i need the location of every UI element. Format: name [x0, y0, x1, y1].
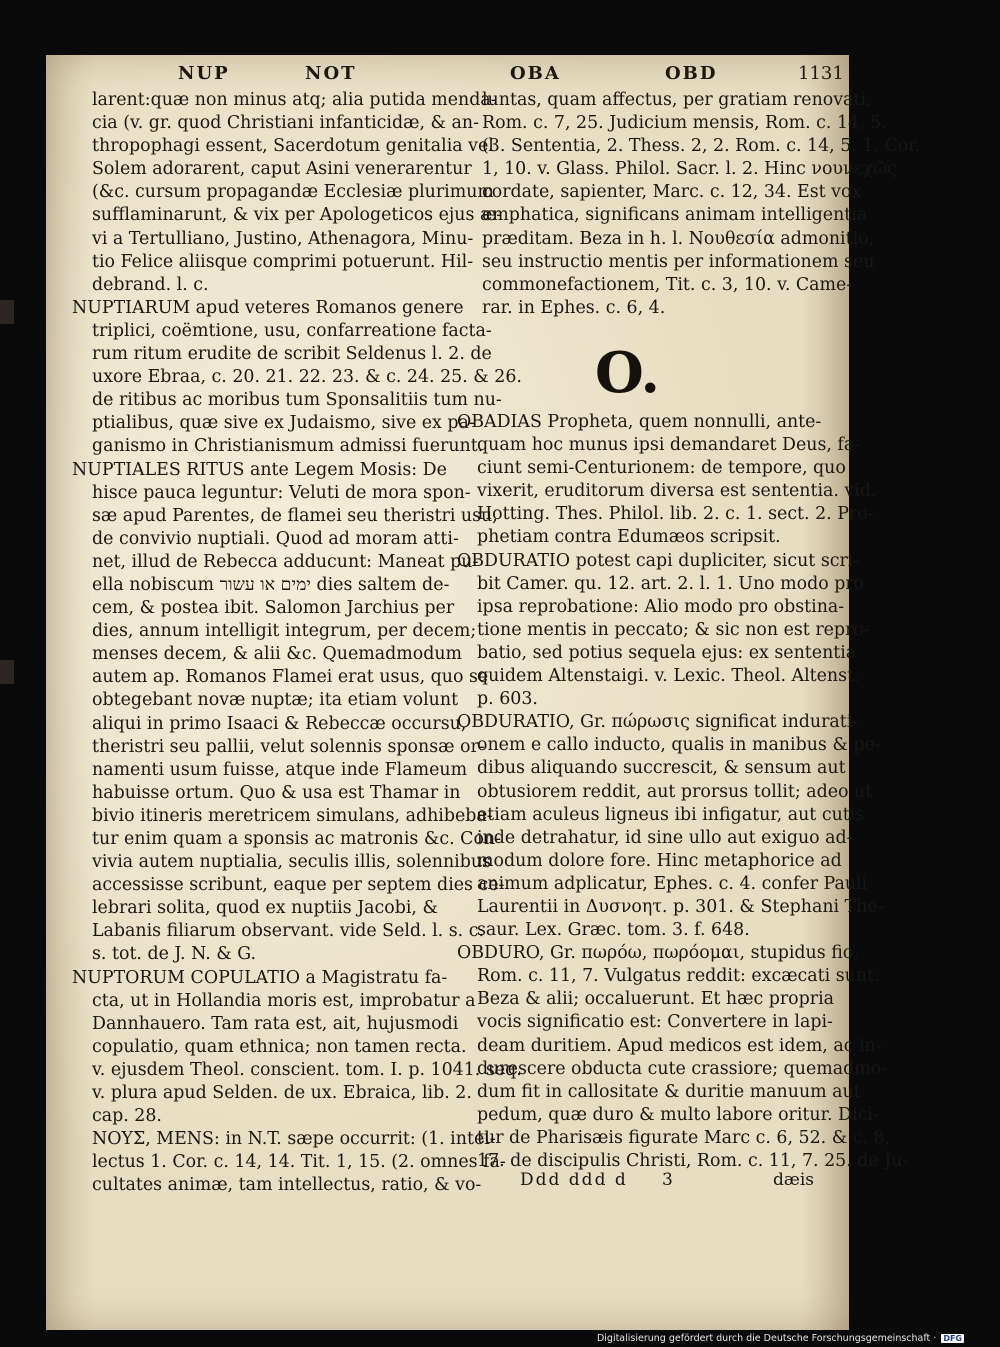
text-line: aliqui in primo Isaaci & Rebeccæ occursu,	[92, 713, 467, 734]
text-line: 1, 10. v. Glass. Philol. Sacr. l. 2. Hinc νουνεχῶς	[482, 159, 898, 180]
header-left-b: NOT	[305, 63, 357, 84]
section-letter: O.	[595, 340, 660, 406]
text-line: vi a Tertulliano, Justino, Athenagora, Minu-	[92, 228, 474, 249]
text-line: luntas, quam affectus, per gratiam renovati,	[482, 90, 872, 110]
text-line: v. plura apud Selden. de ux. Ebraica, lib. 2.	[92, 1083, 472, 1104]
text-line: accessisse scribunt, eaque per septem dies ce-	[92, 875, 505, 896]
text-line: cordate, sapienter, Marc. c. 12, 34. Est vox	[482, 182, 862, 203]
text-line: ganismo in Christianismum admissi fuerunt.	[92, 436, 484, 457]
header-left-a: NUP	[178, 63, 230, 84]
text-line: batio, sed potius sequela ejus: ex sententia	[477, 642, 857, 663]
text-line: cap. 28.	[92, 1106, 162, 1127]
text-line: commonefactionem, Tit. c. 3, 10. v. Came-	[482, 274, 853, 295]
text-line: durescere obducta cute crassiore; quemadmo-	[477, 1058, 888, 1079]
text-line: namenti usum fuisse, atque inde Flameum	[92, 759, 468, 780]
text-line: vixerit, eruditorum diversa est sententia. vid.	[477, 481, 877, 502]
right-column-top	[482, 89, 921, 320]
text-line: ella nobiscum ימים או עשור dies saltem de-	[92, 574, 450, 595]
text-line: autem ap. Romanos Flamei erat usus, quo se	[92, 667, 489, 688]
text-line: inde detrahatur, id sine ullo aut exiguo ad-	[477, 827, 853, 848]
text-line: p. 603.	[477, 689, 538, 710]
credit-text: Digitalisierung gefördert durch die Deutsche Forschungsgemeinschaft ·	[596, 1333, 937, 1344]
text-line: lectus 1. Cor. c. 14, 14. Tit. 1, 15. (2. omnes fa-	[92, 1152, 506, 1173]
text-line: v. ejusdem Theol. conscient. tom. I. p. 1041. seq.	[92, 1059, 522, 1080]
text-line: vocis significatio est: Convertere in lapi-	[477, 1012, 833, 1033]
text-line: habuisse ortum. Quo & usa est Thamar in	[92, 782, 461, 803]
text-line: tur de Pharisæis figurate Marc c. 6, 52. & c. 8,	[477, 1127, 891, 1148]
digitization-credit	[0, 1333, 1000, 1344]
text-line: copulatio, quam ethnica; non tamen recta.	[92, 1036, 467, 1057]
text-line: phetiam contra Edumæos scripsit.	[477, 527, 781, 548]
catchword: dæis	[773, 1170, 815, 1190]
dfg-logo: DFG	[943, 1334, 962, 1343]
text-line: dibus aliquando succrescit, & sensum aut	[477, 758, 846, 779]
page-edge-mark	[0, 300, 14, 324]
text-line: Labanis filiarum observant. vide Seld. l. s. c.	[92, 921, 484, 942]
text-line: ciunt semi-Centurionem: de tempore, quo	[477, 458, 846, 479]
text-line: uxore Ebraa, c. 20. 21. 22. 23. & c. 24. 25. & 26.	[92, 367, 522, 388]
text-line: NOΥΣ, MENS: in N.T. sæpe occurrit: (1. intel-	[92, 1129, 496, 1150]
text-line: Solem adorarent, caput Asini venerarentur	[92, 159, 472, 180]
text-line: triplici, coëmtione, usu, confarreatione facta-	[92, 320, 492, 341]
text-line: de convivio nuptiali. Quod ad moram atti-	[92, 528, 459, 549]
text-line: bit Camer. qu. 12. art. 2. l. 1. Uno modo pro	[477, 573, 865, 594]
header-right-b: OBD	[665, 63, 718, 84]
text-line: vivia autem nuptialia, seculis illis, solennibus	[92, 852, 491, 873]
text-line: tio Felice aliisque comprimi potuerunt. Hil-	[92, 251, 474, 272]
text-line: obtegebant novæ nuptæ; ita etiam volunt	[92, 690, 459, 711]
text-line: etiam aculeus ligneus ibi infigatur, aut cutis	[477, 804, 865, 825]
right-column-bottom	[457, 411, 909, 1173]
text-line: onem e callo inducto, qualis in manibus & pe-	[477, 735, 881, 756]
text-line: pedum, quæ duro & multo labore oritur. Dici-	[477, 1104, 879, 1125]
text-line: theristri seu pallii, velut solennis sponsæ or-	[92, 736, 485, 757]
text-line: cta, ut in Hollandia moris est, improbatur a	[92, 990, 476, 1011]
text-line: modum dolore fore. Hinc metaphorice ad	[477, 850, 842, 871]
text-line: (&c. cursum propagandæ Ecclesiæ plurimum	[92, 182, 494, 203]
page-number: 1131	[798, 63, 844, 84]
text-line: Hotting. Thes. Philol. lib. 2. c. 1. sect. 2. Pro-	[477, 504, 874, 525]
text-line: lebrari solita, quod ex nuptiis Jacobi, &	[92, 898, 438, 919]
text-line: sæ apud Parentes, de flamei seu theristri usu,	[92, 505, 498, 526]
text-line: debrand. l. c.	[92, 274, 209, 295]
text-line: obtusiorem reddit, aut prorsus tollit; adeo ut	[477, 781, 873, 802]
text-line: cultates animæ, tam intellectus, ratio, & vo-	[92, 1175, 482, 1196]
text-line: præditam. Beza in h. l. Νουθεσία admonitio,	[482, 228, 875, 249]
text-line: deam duritiem. Apud medicos est idem, ac in-	[477, 1035, 882, 1056]
text-line: Laurentii in Δυσνοητ. p. 301. & Stephani The-	[477, 896, 884, 917]
text-line: OBDURATIO, Gr. πώρωσις significat indurati-	[457, 712, 859, 733]
text-line: OBDURATIO potest capi dupliciter, sicut scri-	[457, 550, 860, 571]
text-line: Beza & alii; occaluerunt. Et hæc propria	[477, 989, 835, 1010]
text-line: quam hoc munus ipsi demandaret Deus, fa-	[477, 435, 861, 456]
signature-mark: Ddd ddd d	[520, 1170, 628, 1190]
text-line: emphatica, significans animam intelligentia	[482, 205, 868, 226]
text-line: seu instructio mentis per informationem seu	[482, 251, 875, 272]
text-line: saur. Lex. Græc. tom. 3. f. 648.	[477, 920, 750, 941]
text-line: ipsa reprobatione: Alio modo pro obstina-	[477, 596, 845, 617]
text-line: 17. de discipulis Christi, Rom. c. 11, 7. 25. de Ju-	[477, 1151, 909, 1171]
text-line: ptialibus, quæ sive ex Judaismo, sive ex pa-	[92, 413, 475, 434]
text-line: OBADIAS Propheta, quem nonnulli, ante-	[457, 412, 822, 432]
text-line: menses decem, & alii &c. Quemadmodum	[92, 644, 463, 665]
text-line: quidem Altenstaigi. v. Lexic. Theol. Altenst.	[477, 666, 860, 687]
text-line: s. tot. de J. N. & G.	[92, 944, 257, 965]
text-line: Rom. c. 7, 25. Judicium mensis, Rom. c. 14, 5.	[482, 113, 887, 134]
text-line: NUPTORUM COPULATIO a Magistratu fa-	[72, 967, 448, 988]
text-line: rum ritum erudite de scribit Seldenus l. 2. de	[92, 344, 492, 365]
text-line: dum fit in callositate & duritie manuum aut	[477, 1081, 861, 1102]
text-line: thropophagi essent, Sacerdotum genitalia vel	[92, 136, 494, 157]
text-line: de ritibus ac moribus tum Sponsalitiis tum nu-	[92, 390, 502, 411]
text-line: hisce pauca leguntur: Veluti de mora spon-	[92, 482, 471, 503]
text-line: sufflaminarunt, & vix per Apologeticos ejus æ-	[92, 205, 503, 226]
text-line: rar. in Ephes. c. 6, 4.	[482, 297, 666, 318]
page-edge-mark	[0, 660, 14, 684]
text-line: Dannhauero. Tam rata est, ait, hujusmodi	[92, 1013, 459, 1034]
text-line: bivio itineris meretricem simulans, adhibeba-	[92, 805, 493, 826]
text-line: OBDURO, Gr. πωρόω, πωρόομαι, stupidus fio,	[457, 943, 859, 964]
header-right-a: OBA	[510, 63, 561, 84]
text-line: tur enim quam a sponsis ac matronis &c. Con-	[92, 829, 501, 849]
text-line: Rom. c. 11, 7. Vulgatus reddit: excæcati sunt.	[477, 966, 880, 987]
text-line: larent:quæ non minus atq; alia putida menda-	[92, 90, 497, 110]
text-line: (3. Sententia, 2. Thess. 2, 2. Rom. c. 14, 5. 1. Cor.	[482, 136, 921, 157]
text-line: dies, annum intelligit integrum, per decem;	[92, 621, 477, 642]
text-line: animum adplicatur, Ephes. c. 4. confer Pauli	[477, 873, 868, 894]
text-line: NUPTIALES RITUS ante Legem Mosis: De	[72, 459, 447, 480]
text-line: cia (v. gr. quod Christiani infanticidæ, & an-	[92, 113, 479, 134]
text-line: tione mentis in peccato; & sic non est repro-	[477, 619, 870, 640]
text-line: net, illud de Rebecca adducunt: Maneat pu-	[92, 551, 479, 572]
text-line: cem, & postea ibit. Salomon Jarchius per	[92, 598, 455, 619]
text-line: NUPTIARUM apud veteres Romanos genere	[72, 297, 464, 318]
signature-number: 3	[662, 1170, 673, 1190]
